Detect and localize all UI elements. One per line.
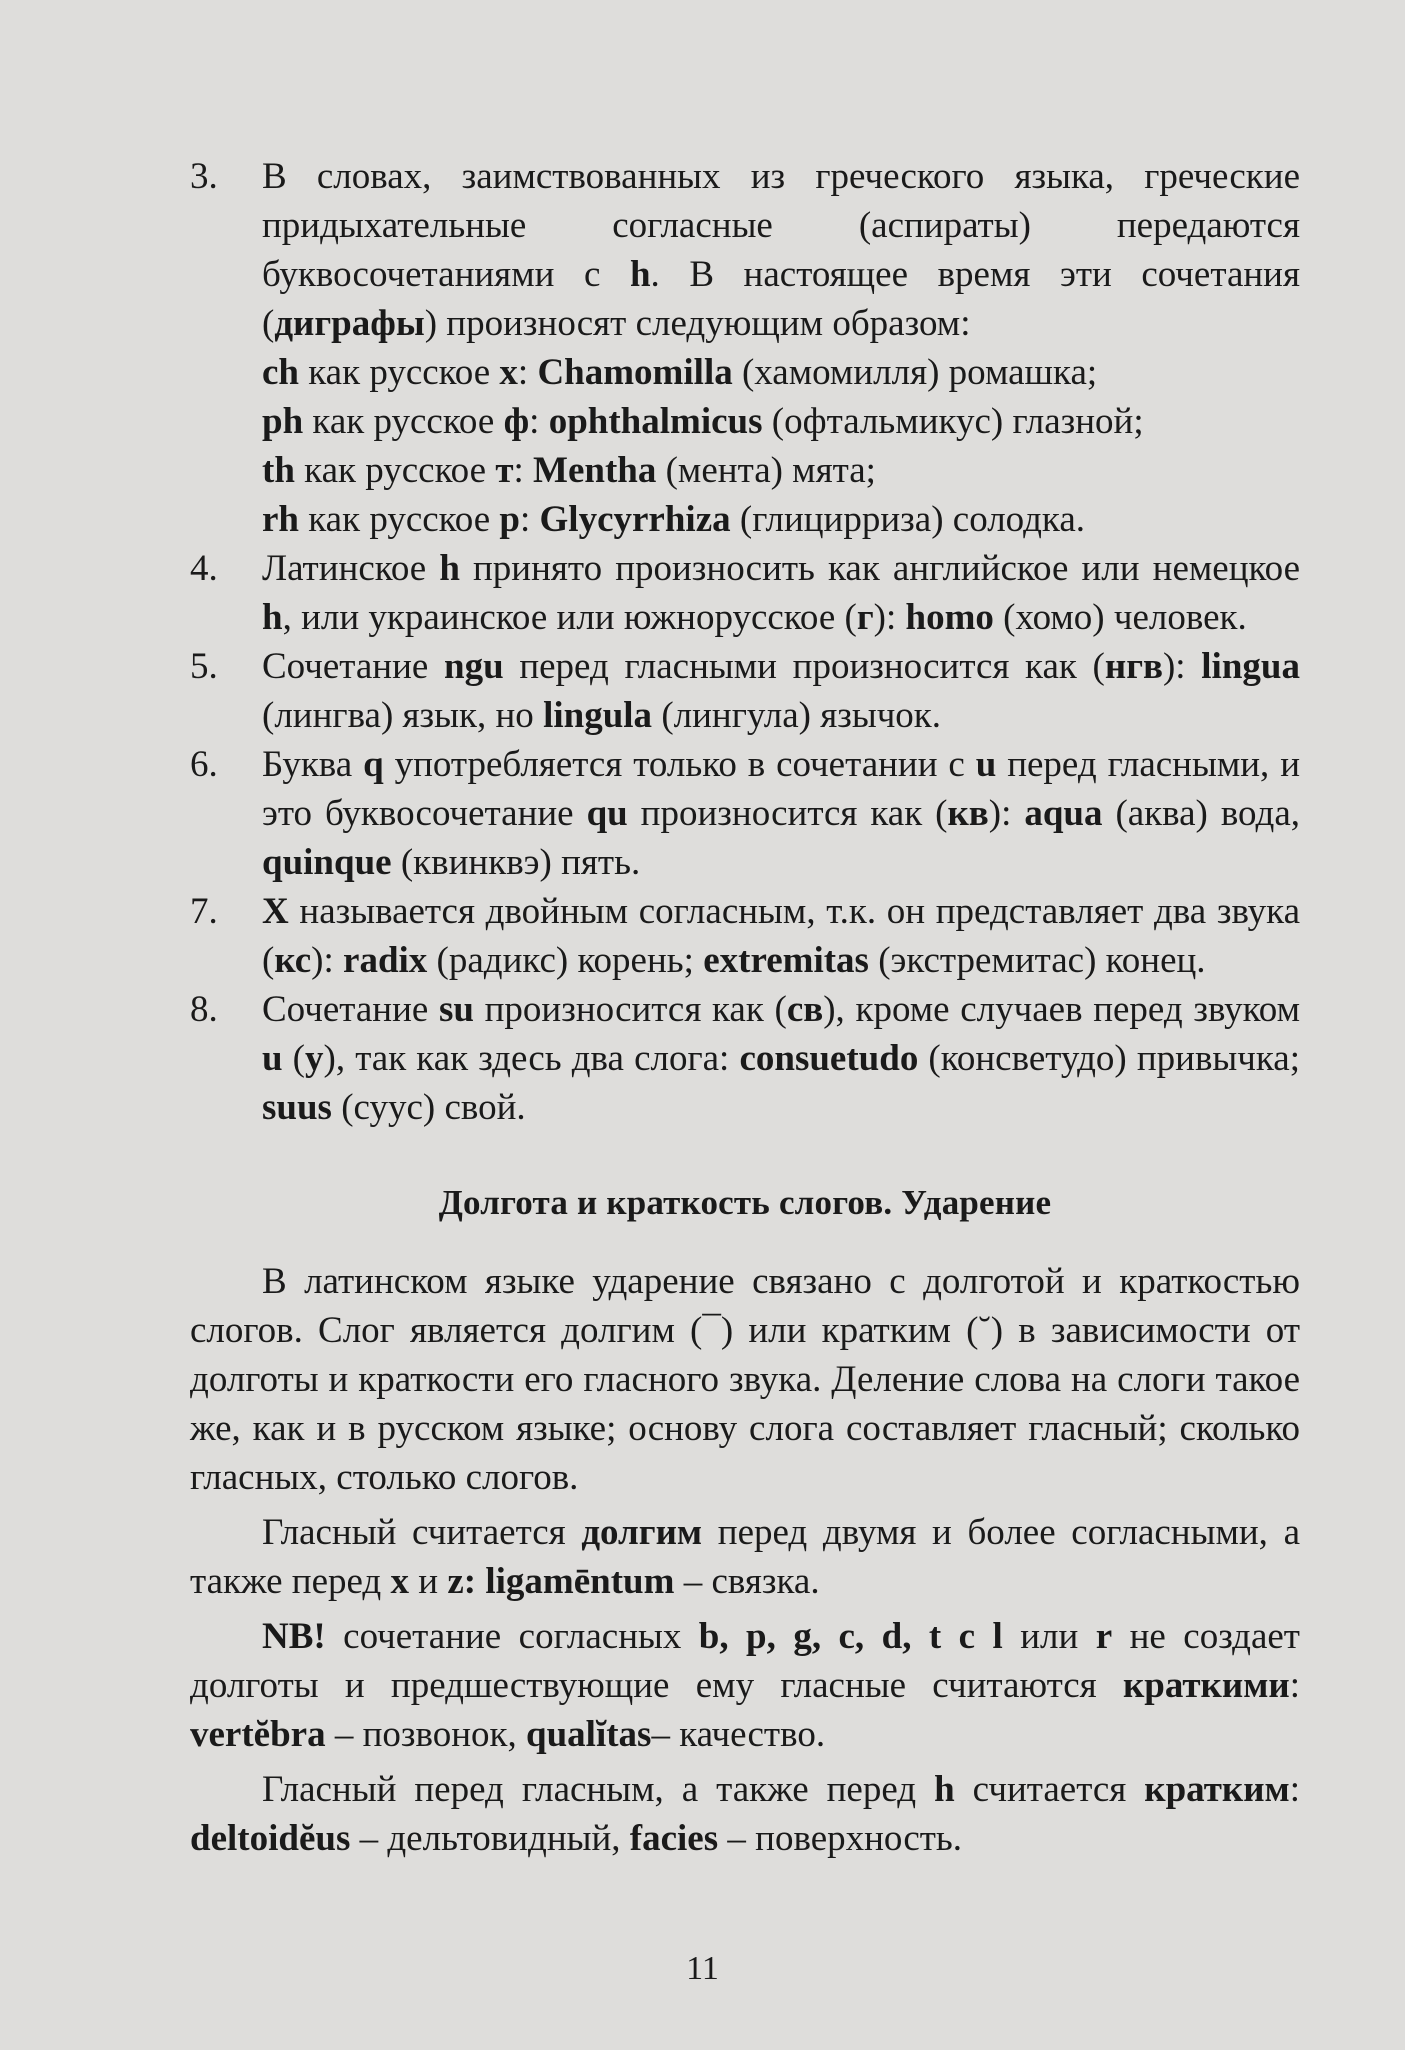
rule-text: Буква q употребляется только в сочетании с u перед гласными, и это буквосочетание qu произносится как (кв): aqua (аква) вода, quinque (квинквэ) пять.	[262, 744, 1300, 883]
paragraph: NB! сочетание согласных b, p, g, c, d, t c l или r не создает долготы и предшествующие ему гласные считаются краткими: vertĕbra – позвонок, qualĭtas– качество.	[190, 1616, 1300, 1755]
section-heading: Долгота и краткость слогов. Ударение	[438, 1183, 1052, 1222]
pronunciation-rules-list	[190, 152, 1300, 1132]
rule-text: Латинское h принято произносить как английское или немецкое h, или украинское или южнорусское (г): homo (хомо) человек.	[262, 548, 1300, 638]
rule-text: Сочетание ngu перед гласными произносится как (нгв): lingua (лингва) язык, но lingula (лингула) язычок.	[262, 646, 1300, 736]
rule-item	[190, 985, 1300, 1132]
rule-text: Сочетание su произносится как (св), кроме случаев перед звуком u (у), так как здесь два слога: consuetudo (консветудо) привычка; suus (суус) свой.	[262, 989, 1301, 1128]
rule-item	[190, 740, 1300, 887]
digraph-line: th как русское т: Mentha (мента) мята;	[262, 450, 876, 491]
rule-number: 8.	[190, 989, 218, 1030]
digraph-line: rh как русское р: Glycyrrhiza (глицирриза) солодка.	[262, 499, 1086, 540]
paragraph: Гласный считается долгим перед двумя и более согласными, а также перед x и z: ligamēntum – связка.	[190, 1512, 1301, 1602]
rule-item	[190, 887, 1300, 985]
rule-number: 7.	[190, 891, 218, 932]
paragraph: В латинском языке ударение связано с долготой и краткостью слогов. Слог является долгим (¯) или кратким (˘) в зависимости от долготы и краткости его гласного звука. Деление слова на слоги такое же, как и в русском языке; основу слога составляет гласный; сколько гласных, столько слогов.	[190, 1261, 1300, 1498]
page-number: 11	[686, 1950, 719, 1987]
paragraph: Гласный перед гласным, а также перед h считается кратким: deltoidĕus – дельтовидный, facies – поверхность.	[190, 1769, 1301, 1859]
rule-number: 5.	[190, 646, 218, 687]
rule-text: В словах, заимствованных из греческого языка, греческие придыхательные согласные (аспираты) передаются буквосочетаниями с h. В настоящее время эти сочетания (диграфы) произносят следующим образом:	[262, 156, 1301, 344]
digraph-line: ch как русское х: Chamomilla (хамомилля) ромашка;	[262, 352, 1098, 393]
rule-item	[190, 642, 1300, 740]
rule-number: 3.	[190, 156, 218, 197]
rule-number: 4.	[190, 548, 218, 589]
rule-text: X называется двойным согласным, т.к. он представляет два звука (кс): radix (радикс) корень; extremitas (экстремитас) конец.	[262, 891, 1300, 981]
rule-number: 6.	[190, 744, 218, 785]
rule-item	[190, 152, 1300, 544]
digraph-line: ph как русское ф: ophthalmicus (офтальмикус) глазной;	[262, 401, 1144, 442]
page-content	[190, 152, 1300, 1863]
rule-item	[190, 544, 1300, 642]
